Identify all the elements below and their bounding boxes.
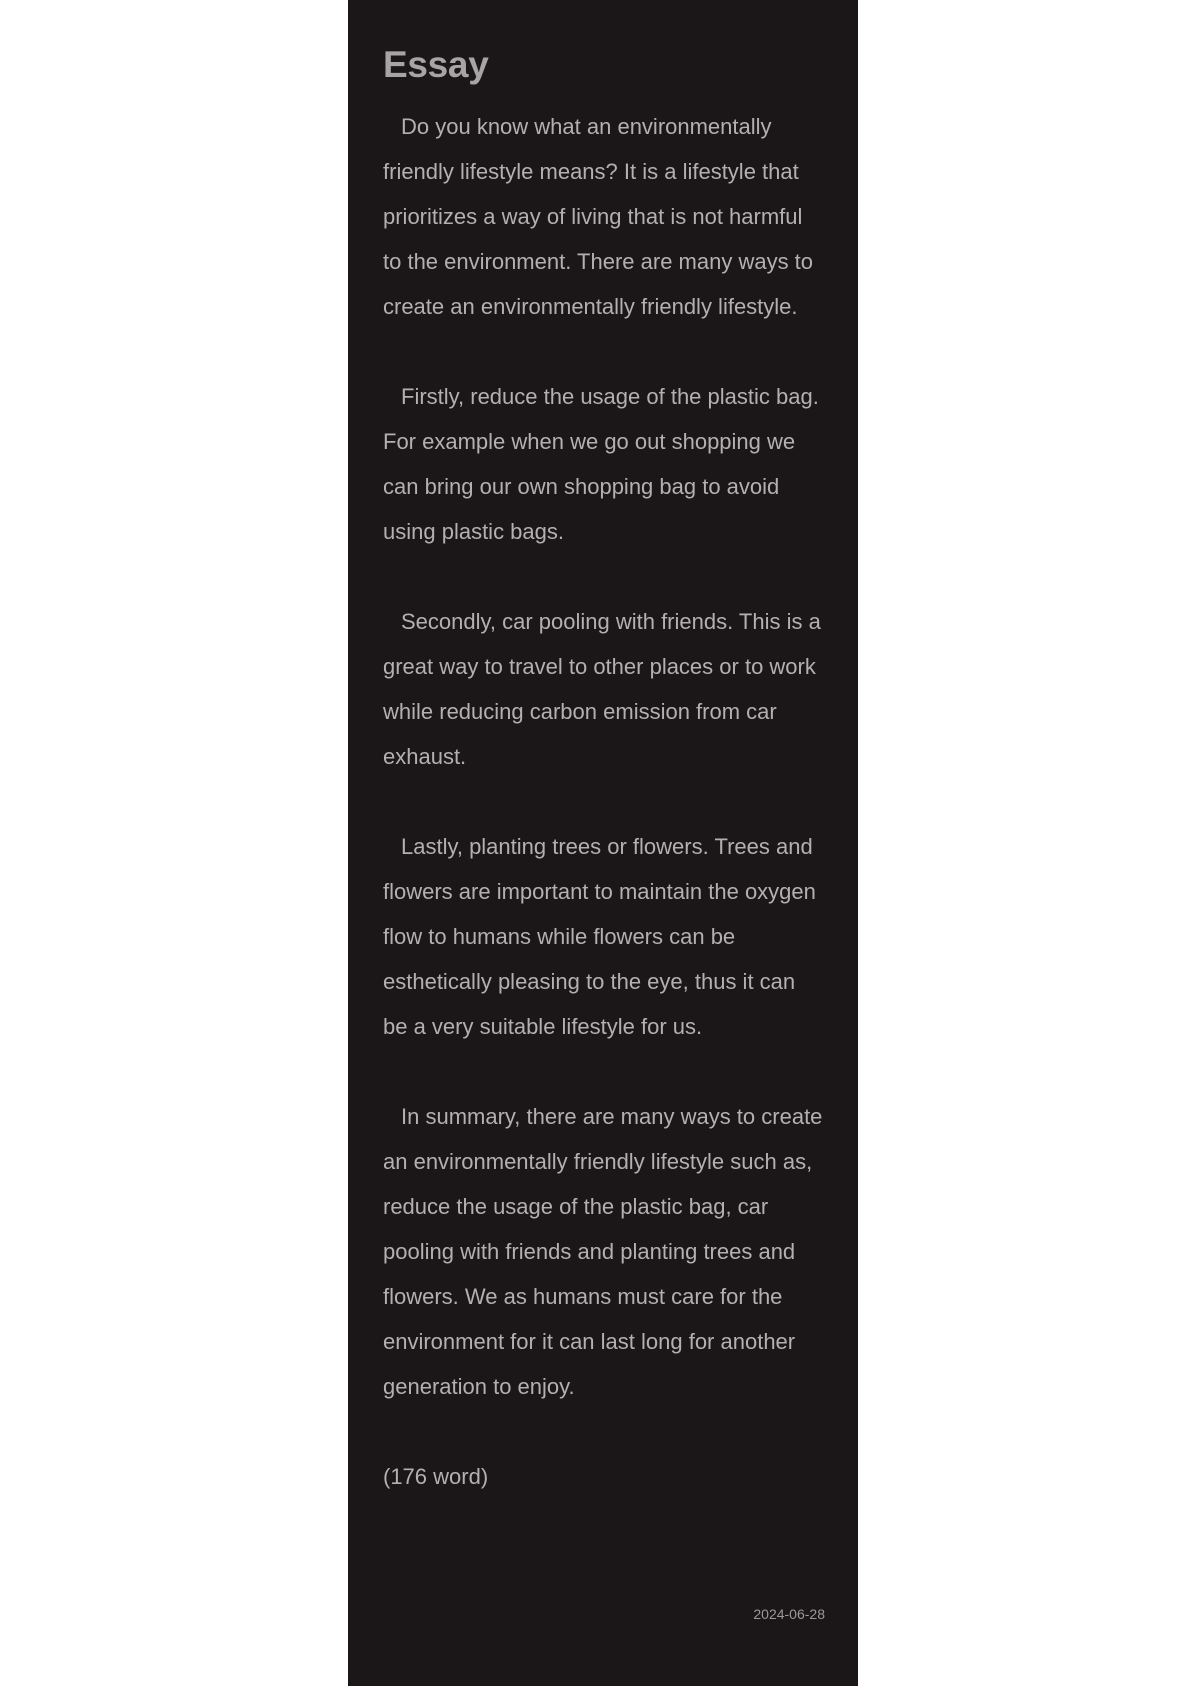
paragraph-plastic-bag: Firstly, reduce the usage of the plastic bag. For example when we go out shopping we can bring our own shopping bag to avoid using plastic bags. [383,384,819,544]
note-title: Essay [383,44,489,85]
paragraph-intro: Do you know what an environmentally friendly lifestyle means? It is a lifestyle that prioritizes a way of living that is not harmful to the environment. There are many ways to create an environmentally friendly lifestyle. [383,114,814,319]
note-panel [348,0,858,1686]
note-body [383,104,824,1499]
word-count: (176 word) [383,1464,489,1489]
paragraph-car-pooling: Secondly, car pooling with friends. This is a great way to travel to other places or to work while reducing carbon emission from car exhaust. [383,609,821,769]
paragraph-summary: In summary, there are many ways to create an environmentally friendly lifestyle such as, reduce the usage of the plastic bag, car pooling with friends and planting trees and flowers. We as humans must care for the environment for it can last long for another generation to enjoy. [383,1104,823,1399]
note-date: 2024-06-28 [753,1606,825,1622]
paragraph-planting: Lastly, planting trees or flowers. Trees and flowers are important to maintain the oxygen flow to humans while flowers can be esthetically pleasing to the eye, thus it can be a very suitable lifestyle for us. [383,834,816,1039]
